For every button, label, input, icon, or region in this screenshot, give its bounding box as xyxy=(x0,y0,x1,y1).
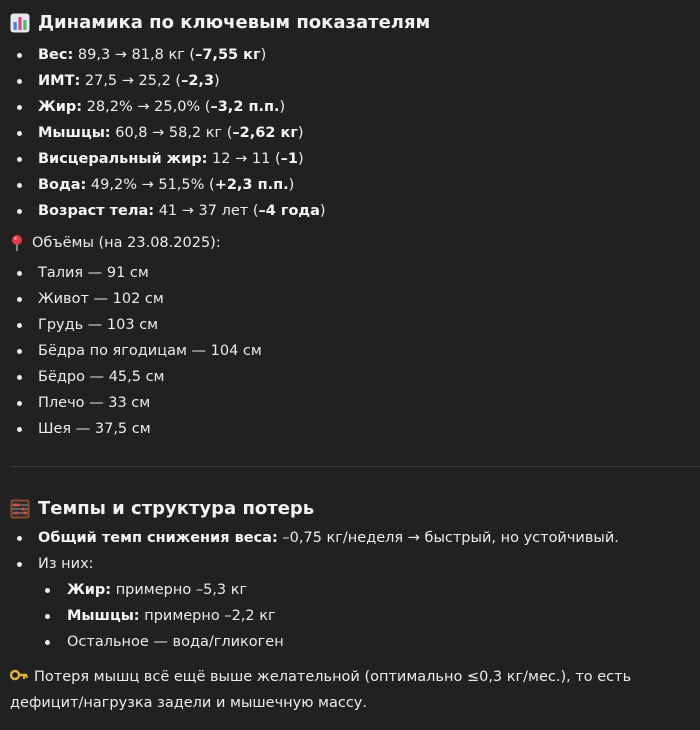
pushpin-icon xyxy=(10,234,24,252)
list-item: Шея — 37,5 см xyxy=(0,416,700,442)
section-title: Темпы и структура потерь xyxy=(38,498,315,519)
section-divider xyxy=(10,466,700,467)
bar-chart-icon xyxy=(10,13,30,33)
list-item: Жир: 28,2% → 25,0% (–3,2 п.п.) xyxy=(0,94,700,120)
list-item: Мышцы: 60,8 → 58,2 кг (–2,62 кг) xyxy=(0,120,700,146)
list-item: Бёдра по ягодицам — 104 см xyxy=(0,338,700,364)
loss-breakdown-list xyxy=(0,577,700,655)
metrics-list xyxy=(0,42,700,224)
abacus-icon xyxy=(10,499,30,519)
list-item: Общий темп снижения веса: –0,75 кг/неделя → быстрый, но устойчивый. xyxy=(0,525,700,551)
note-text: Потеря мышц всё ещё выше желательной (оптимально ≤0,3 кг/мес.), то есть дефицит/нагрузка задели и мышечную массу. xyxy=(10,669,632,711)
key-note xyxy=(10,664,690,716)
list-item: Талия — 91 см xyxy=(0,260,700,286)
list-item: Мышцы: примерно –2,2 кг xyxy=(0,603,700,629)
section-heading-pace xyxy=(10,498,314,519)
volumes-heading xyxy=(10,232,221,254)
list-item: Из них: xyxy=(0,551,700,577)
list-item: ИМТ: 27,5 → 25,2 (–2,3) xyxy=(0,68,700,94)
key-icon xyxy=(10,665,28,679)
list-item: Жир: примерно –5,3 кг xyxy=(0,577,700,603)
volumes-list xyxy=(0,260,700,442)
list-item: Бёдро — 45,5 см xyxy=(0,364,700,390)
list-item: Вода: 49,2% → 51,5% (+2,3 п.п.) xyxy=(0,172,700,198)
list-item: Остальное — вода/гликоген xyxy=(0,629,700,655)
list-item: Живот — 102 см xyxy=(0,286,700,312)
section-heading-dynamics xyxy=(10,12,430,33)
list-item: Грудь — 103 см xyxy=(0,312,700,338)
list-item: Висцеральный жир: 12 → 11 (–1) xyxy=(0,146,700,172)
section-title: Динамика по ключевым показателям xyxy=(38,12,431,33)
list-item: Вес: 89,3 → 81,8 кг (–7,55 кг) xyxy=(0,42,700,68)
volumes-title: Объёмы (на 23.08.2025): xyxy=(32,235,221,251)
pace-list xyxy=(0,525,700,577)
list-item: Плечо — 33 см xyxy=(0,390,700,416)
list-item: Возраст тела: 41 → 37 лет (–4 года) xyxy=(0,198,700,224)
